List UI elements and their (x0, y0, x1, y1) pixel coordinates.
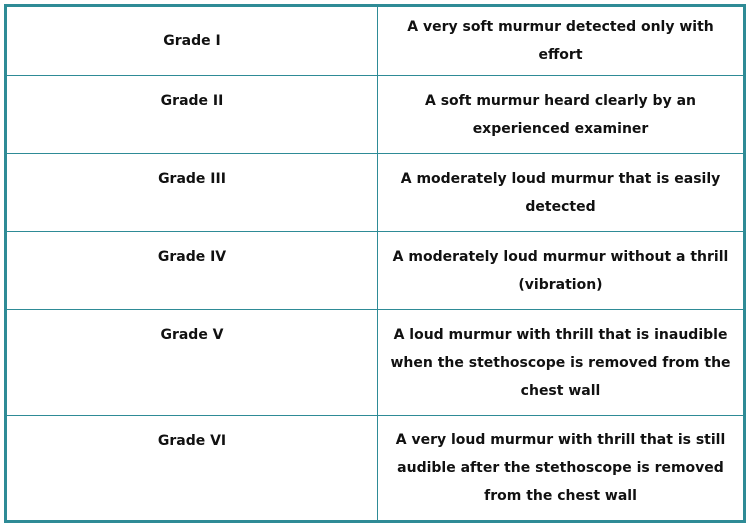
grade-cell: Grade III (6, 154, 378, 232)
table-row (6, 76, 745, 154)
table-row (6, 232, 745, 310)
grade-cell: Grade IV (6, 232, 378, 310)
description-cell: A very loud murmur with thrill that is still audible after the stethoscope is removed from the chest wall (378, 416, 745, 522)
murmur-grade-table (4, 4, 746, 523)
table-row (6, 6, 745, 76)
description-cell: A soft murmur heard clearly by an experienced examiner (378, 76, 745, 154)
description-cell: A loud murmur with thrill that is inaudible when the stethoscope is removed from the chest wall (378, 310, 745, 416)
table-row (6, 310, 745, 416)
grade-cell: Grade V (6, 310, 378, 416)
grade-cell: Grade II (6, 76, 378, 154)
table-row (6, 154, 745, 232)
grade-cell: Grade VI (6, 416, 378, 522)
description-cell: A moderately loud murmur without a thrill (vibration) (378, 232, 745, 310)
description-cell: A moderately loud murmur that is easily detected (378, 154, 745, 232)
description-cell: A very soft murmur detected only with effort (378, 6, 745, 76)
grade-cell: Grade I (6, 6, 378, 76)
table-row (6, 416, 745, 522)
